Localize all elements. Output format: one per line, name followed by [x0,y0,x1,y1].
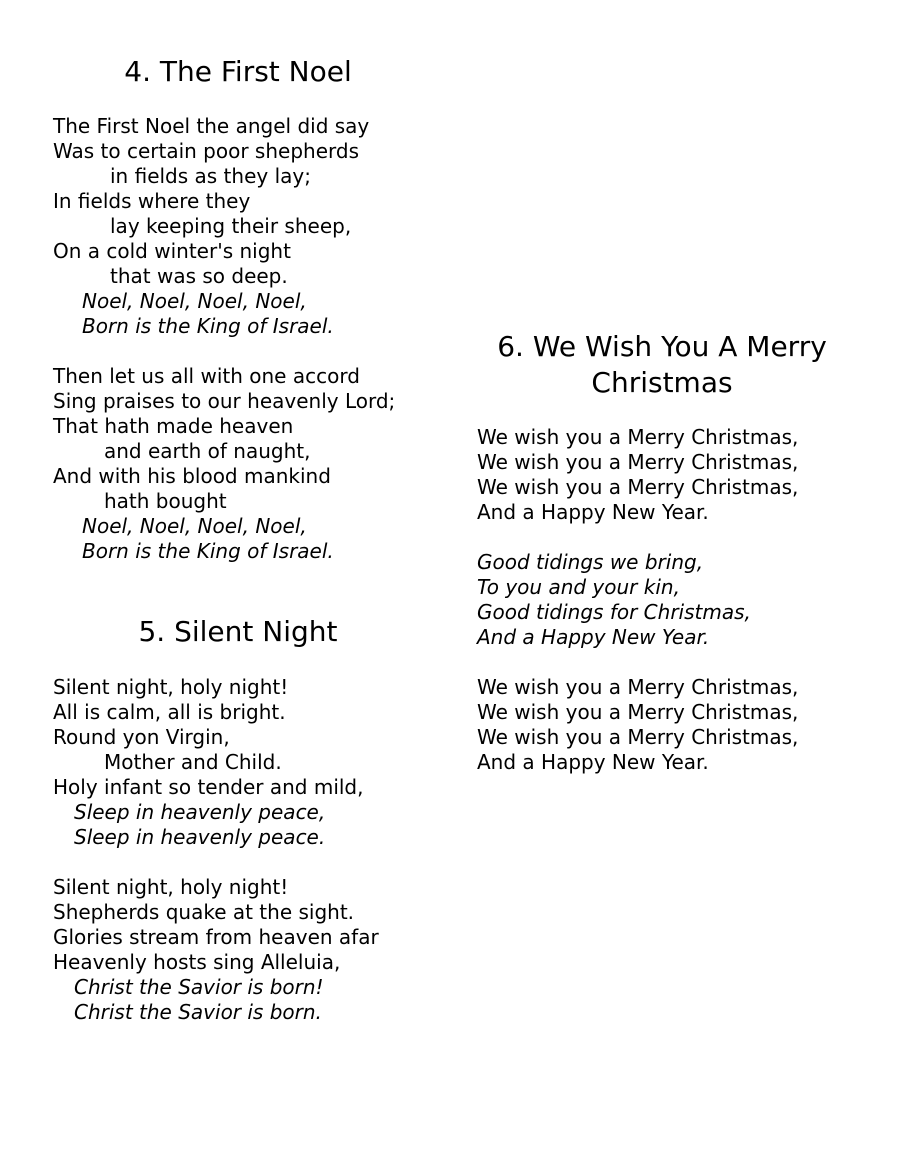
lyric-line: Was to certain poor shepherds [53,139,359,163]
lyric-line: We wish you a Merry Christmas, [477,725,799,749]
refrain-line: Born is the King of Israel. [82,539,334,563]
verse [477,675,877,775]
lyric-line: that was so deep. [110,264,288,288]
refrain-line: Christ the Savior is born! [74,975,324,999]
verse [477,425,877,525]
refrain-line: To you and your kin, [477,575,680,599]
lyric-line: in fields as they lay; [110,164,311,188]
refrain-line: Sleep in heavenly peace. [74,825,326,849]
lyric-line: Round yon Virgin, [53,725,230,749]
lyric-line: Mother and Child. [104,750,282,774]
lyric-line: And with his blood mankind [53,464,331,488]
refrain-line: Sleep in heavenly peace, [74,800,326,824]
lyric-line: lay keeping their sheep, [110,214,352,238]
lyric-line: Then let us all with one accord [53,364,360,388]
chorus [477,550,877,650]
lyric-line: All is calm, all is bright. [53,700,286,724]
lyric-line: On a cold winter's night [53,239,291,263]
refrain-line: Christ the Savior is born. [74,1000,322,1024]
lyric-line: We wish you a Merry Christmas, [477,450,799,474]
refrain-line: Noel, Noel, Noel, Noel, [82,514,307,538]
lyric-line: We wish you a Merry Christmas, [477,475,799,499]
refrain-line: Born is the King of Israel. [82,314,334,338]
song-title: 4. The First Noel [124,55,352,88]
song-title-line: 6. We Wish You A Merry [497,330,827,363]
verse [53,364,453,564]
lyric-line: And a Happy New Year. [477,500,709,524]
lyric-line: Shepherds quake at the sight. [53,900,355,924]
refrain-line: Good tidings for Christmas, [477,600,751,624]
lyric-line: We wish you a Merry Christmas, [477,700,799,724]
lyric-line: and earth of naught, [104,439,311,463]
lyric-line: We wish you a Merry Christmas, [477,675,799,699]
lyric-line: Silent night, holy night! [53,875,289,899]
lyric-line: hath bought [104,489,227,513]
lyric-line: We wish you a Merry Christmas, [477,425,799,449]
song-title: 5. Silent Night [138,615,338,648]
lyric-line: That hath made heaven [53,414,294,438]
refrain-line: Noel, Noel, Noel, Noel, [82,289,307,313]
verse [53,675,453,850]
verse [53,875,453,1025]
lyric-line: In fields where they [53,189,251,213]
lyric-line: Sing praises to our heavenly Lord; [53,389,396,413]
refrain-line: Good tidings we bring, [477,550,704,574]
song-title [467,329,857,401]
verse [53,114,453,339]
lyric-line: Glories stream from heaven afar [53,925,379,949]
refrain-line: And a Happy New Year. [477,625,710,649]
lyric-line: Silent night, holy night! [53,675,289,699]
lyric-line: And a Happy New Year. [477,750,709,774]
lyric-line: Holy infant so tender and mild, [53,775,364,799]
lyric-line: Heavenly hosts sing Alleluia, [53,950,341,974]
song-title-line: Christmas [591,366,733,399]
lyric-line: The First Noel the angel did say [53,114,370,138]
